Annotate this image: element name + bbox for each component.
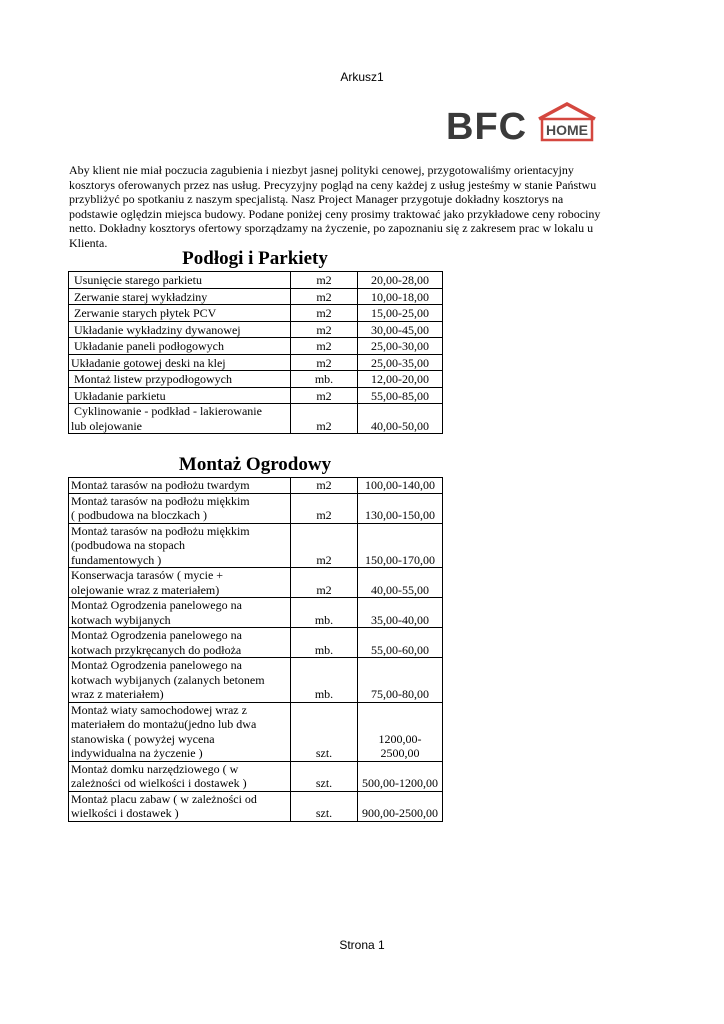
intro-line: podstawie oględzin miejsca budowy. Podane poniżej ceny prosimy traktować jako przykładowe ceny robociny	[69, 206, 601, 221]
item-unit: m2	[291, 404, 358, 434]
item-description: Usunięcie starego parkietu	[69, 272, 291, 289]
item-price: 12,00-20,00	[358, 371, 443, 388]
table-row	[69, 387, 443, 404]
item-price: 100,00-140,00	[358, 478, 443, 494]
table-row	[69, 628, 443, 658]
item-description: Konserwacja tarasów ( mycie + olejowanie wraz z materiałem)	[69, 568, 291, 598]
item-unit: szt.	[291, 791, 358, 821]
table-row	[69, 493, 443, 523]
section-title-garden: Montaż Ogrodowy	[178, 454, 332, 475]
item-price: 75,00-80,00	[358, 658, 443, 703]
table-row	[69, 478, 443, 494]
item-description: Montaż tarasów na podłożu miękkim (podbudowa na stopach fundamentowych )	[69, 523, 291, 568]
intro-line: Klienta.	[69, 235, 108, 250]
item-description: Cyklinowanie - podkład - lakierowanie lub olejowanie	[69, 404, 291, 434]
table-row	[69, 371, 443, 388]
item-unit: m2	[291, 321, 358, 338]
floors-price-table	[68, 271, 443, 434]
item-price: 40,00-50,00	[358, 404, 443, 434]
item-price: 55,00-60,00	[358, 628, 443, 658]
page-footer: Strona 1	[339, 938, 385, 952]
logo-roof-icon	[539, 104, 595, 119]
table-row	[69, 658, 443, 703]
item-unit: szt.	[291, 761, 358, 791]
table-row	[69, 321, 443, 338]
item-description: Układanie paneli podłogowych	[69, 338, 291, 355]
item-unit: mb.	[291, 658, 358, 703]
item-price: 40,00-55,00	[358, 568, 443, 598]
intro-paragraph	[69, 163, 629, 251]
garden-price-table	[68, 477, 443, 822]
item-unit: m2	[291, 478, 358, 494]
intro-line: przybliżyć po spotkaniu z naszym specjalistą. Nasz Project Manager przygotuje dokładny kosztorys na	[69, 192, 564, 207]
item-unit: m2	[291, 305, 358, 322]
logo-home-text: HOME	[546, 122, 588, 138]
table-row	[69, 568, 443, 598]
table-row	[69, 305, 443, 322]
table-row	[69, 702, 443, 761]
item-price: 25,00-35,00	[358, 354, 443, 371]
item-description: Zerwanie starych płytek PCV	[69, 305, 291, 322]
table-row	[69, 598, 443, 628]
item-unit: m2	[291, 288, 358, 305]
item-unit: mb.	[291, 598, 358, 628]
table-row	[69, 523, 443, 568]
item-unit: m2	[291, 338, 358, 355]
intro-line: Aby klient nie miał poczucia zagubienia i niezbyt jasnej polityki cenowej, przygotowaliśmy orientacyjny	[69, 163, 574, 177]
item-description: Montaż domku narzędziowego ( w zależności od wielkości i dostawek )	[69, 761, 291, 791]
item-unit: mb.	[291, 371, 358, 388]
item-description: Montaż tarasów na podłożu twardym	[69, 478, 291, 494]
table-row	[69, 761, 443, 791]
item-price: 55,00-85,00	[358, 387, 443, 404]
item-unit: mb.	[291, 628, 358, 658]
item-price: 150,00-170,00	[358, 523, 443, 568]
item-price: 500,00-1200,00	[358, 761, 443, 791]
table-row	[69, 272, 443, 289]
table-row	[69, 338, 443, 355]
item-description: Montaż Ogrodzenia panelowego na kotwach wybijanych	[69, 598, 291, 628]
item-price: 1200,00-2500,00	[358, 702, 443, 761]
item-description: Zerwanie starej wykładziny	[69, 288, 291, 305]
table-row	[69, 354, 443, 371]
item-description: Układanie gotowej deski na klej	[69, 354, 291, 371]
section-title-floors: Podłogi i Parkiety	[182, 248, 328, 269]
intro-line: netto. Dokładny kosztorys ofertowy sporządzamy na życzenie, po zapoznaniu się z zakresem prac w lokalu u	[69, 221, 594, 236]
table-row	[69, 791, 443, 821]
item-description: Montaż wiaty samochodowej wraz z materiałem do montażu(jedno lub dwa stanowiska ( powyżej wycena indywidualna na życzenie )	[69, 702, 291, 761]
intro-line: kosztorys oferowanych przez nas usług. Precyzyjny pogląd na ceny każdej z usług jesteśmy w stanie Państwu	[69, 177, 597, 192]
logo-bfc-text: BFC	[446, 106, 528, 143]
table-row	[69, 288, 443, 305]
item-description: Układanie parkietu	[69, 387, 291, 404]
item-unit: m2	[291, 272, 358, 289]
item-unit: m2	[291, 523, 358, 568]
item-price: 30,00-45,00	[358, 321, 443, 338]
item-description: Montaż placu zabaw ( w zależności od wielkości i dostawek )	[69, 791, 291, 821]
table-row	[69, 404, 443, 434]
item-unit: m2	[291, 354, 358, 371]
bfc-home-logo	[446, 101, 598, 143]
item-description: Montaż Ogrodzenia panelowego na kotwach przykręcanych do podłoża	[69, 628, 291, 658]
item-price: 20,00-28,00	[358, 272, 443, 289]
item-price: 35,00-40,00	[358, 598, 443, 628]
sheet-name: Arkusz1	[340, 70, 384, 84]
item-price: 900,00-2500,00	[358, 791, 443, 821]
item-description: Układanie wykładziny dywanowej	[69, 321, 291, 338]
item-description: Montaż listew przypodłogowych	[69, 371, 291, 388]
item-price: 25,00-30,00	[358, 338, 443, 355]
item-description: Montaż Ogrodzenia panelowego na kotwach wybijanych (zalanych betonem wraz z materiałem)	[69, 658, 291, 703]
item-description: Montaż tarasów na podłożu miękkim ( podbudowa na bloczkach )	[69, 493, 291, 523]
item-price: 10,00-18,00	[358, 288, 443, 305]
item-unit: m2	[291, 493, 358, 523]
item-unit: m2	[291, 387, 358, 404]
item-price: 15,00-25,00	[358, 305, 443, 322]
item-price: 130,00-150,00	[358, 493, 443, 523]
item-unit: m2	[291, 568, 358, 598]
item-unit: szt.	[291, 702, 358, 761]
